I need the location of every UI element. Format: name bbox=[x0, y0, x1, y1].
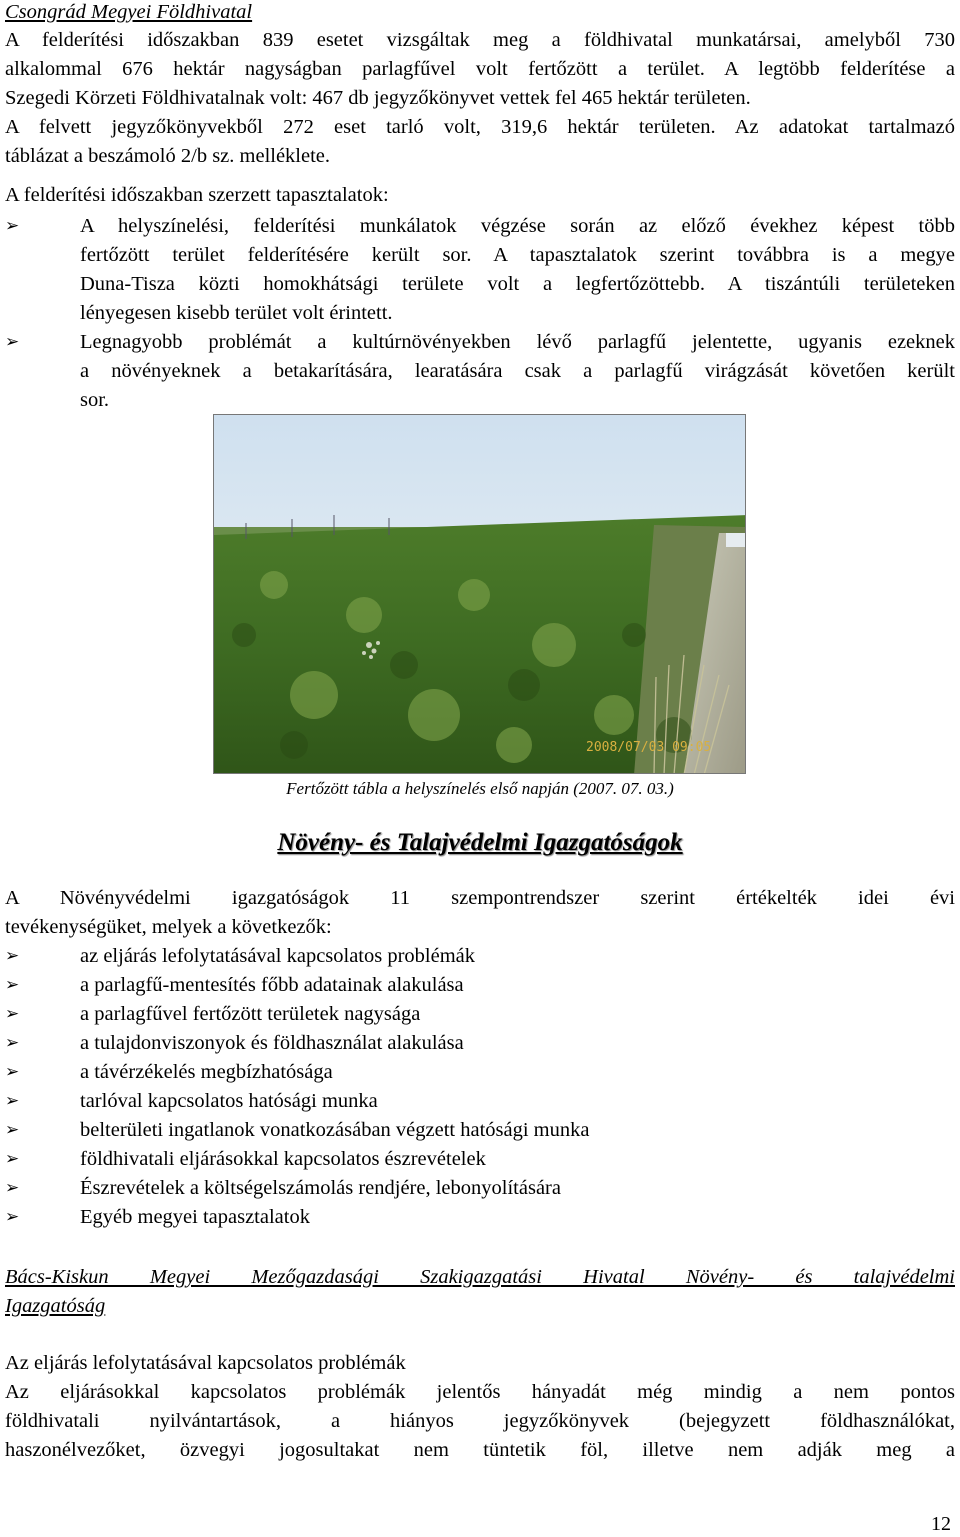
arrow-bullet-icon: ➢ bbox=[5, 1004, 20, 1024]
criteria-item-text: tarlóval kapcsolatos hatósági munka bbox=[80, 1090, 378, 1112]
section3-heading: Bács-Kiskun Megyei Mezőgazdasági Szakigazgatási Hivatal Növény- és talajvédelmi bbox=[5, 1266, 955, 1288]
criteria-list-item bbox=[5, 1060, 955, 1084]
section3-subheading: Az eljárás lefolytatásával kapcsolatos problémák bbox=[5, 1352, 406, 1374]
arrow-bullet-icon: ➢ bbox=[5, 1207, 20, 1227]
arrow-bullet-icon: ➢ bbox=[5, 1120, 20, 1140]
experience-line: A helyszínelési, felderítési munkálatok végzése során az előző évekhez képest több bbox=[80, 215, 955, 237]
criteria-list-item bbox=[5, 1147, 955, 1171]
experience-line: lényegesen kisebb terület volt érintett. bbox=[80, 302, 393, 324]
criteria-list-item bbox=[5, 1002, 955, 1026]
section-heading-csongrad: Csongrád Megyei Földhivatal bbox=[5, 1, 253, 23]
criteria-item-text: Észrevételek a költségelszámolás rendjére, lebonyolítására bbox=[80, 1177, 561, 1199]
section2-intro: A Növényvédelmi igazgatóságok 11 szempontrendszer szerint értékelték idei évi bbox=[5, 887, 955, 909]
criteria-item-text: a parlagfű-mentesítés főbb adatainak alakulása bbox=[80, 974, 464, 996]
criteria-list-item bbox=[5, 944, 955, 968]
intro-line: Szegedi Körzeti Földhivatalnak volt: 467 db jegyzőkönyvet vettek fel 465 hektár területen. bbox=[5, 87, 751, 109]
page-number: 12 bbox=[931, 1513, 951, 1535]
arrow-bullet-icon: ➢ bbox=[5, 1062, 20, 1082]
intro-line: alkalommal 676 hektár nagyságban parlagfűvel volt fertőzött a terület. A legtöbb felderítése a bbox=[5, 58, 955, 80]
photo-timestamp: 2008/07/03 09:05 bbox=[586, 740, 712, 755]
arrow-bullet-icon: ➢ bbox=[5, 975, 20, 995]
photo-caption: Fertőzött tábla a helyszínelés első napján (2007. 07. 03.) bbox=[286, 779, 674, 798]
criteria-list-item bbox=[5, 1205, 955, 1229]
criteria-item-text: belterületi ingatlanok vonatkozásában végzett hatósági munka bbox=[80, 1119, 590, 1141]
section2-intro: tevékenységüket, melyek a következők: bbox=[5, 916, 332, 938]
criteria-list-item bbox=[5, 1031, 955, 1055]
criteria-item-text: Egyéb megyei tapasztalatok bbox=[80, 1206, 310, 1228]
experience-line: fertőzött terület felderítésére került sor. A tapasztalatok szerint továbbra is a megye bbox=[80, 244, 955, 266]
section3-line: Az eljárásokkal kapcsolatos problémák jelentős hányadát még mindig a nem pontos bbox=[5, 1381, 955, 1403]
section-title: Növény- és Talajvédelmi Igazgatóságok bbox=[277, 829, 683, 856]
arrow-bullet-icon: ➢ bbox=[5, 1178, 20, 1198]
arrow-bullet-icon: ➢ bbox=[5, 1033, 20, 1053]
section3-line: földhivatali nyilvántartások, a hiányos jegyzőkönyvek (bejegyzett földhasználókat, bbox=[5, 1410, 955, 1432]
experience-line: Legnagyobb problémát a kultúrnövényekben lévő parlagfű jelentette, ugyanis ezeknek bbox=[80, 331, 955, 353]
arrow-bullet-icon: ➢ bbox=[5, 1149, 20, 1169]
experience-intro: A felderítési időszakban szerzett tapasztalatok: bbox=[5, 184, 389, 206]
experience-line: sor. bbox=[80, 389, 110, 411]
criteria-item-text: a parlagfűvel fertőzött területek nagysága bbox=[80, 1003, 421, 1025]
experience-line: a növényeknek a betakarítására, learatására csak a parlagfű virágzását követően került bbox=[80, 360, 955, 382]
arrow-bullet-icon: ➢ bbox=[5, 1091, 20, 1111]
arrow-bullet-icon: ➢ bbox=[5, 332, 20, 352]
arrow-bullet-icon: ➢ bbox=[5, 216, 20, 236]
arrow-bullet-icon: ➢ bbox=[5, 946, 20, 966]
criteria-item-text: az eljárás lefolytatásával kapcsolatos problémák bbox=[80, 945, 476, 967]
intro-line: A felvett jegyzőkönyvekből 272 eset tarló volt, 319,6 hektár területen. Az adatokat tartalmazó bbox=[5, 116, 955, 138]
section3-heading: Igazgatóság bbox=[5, 1295, 106, 1317]
field-photo bbox=[213, 414, 746, 774]
section3-line: haszonélvezőket, özvegyi jogosultakat nem tüntetik föl, illetve nem adják meg a bbox=[5, 1439, 955, 1461]
criteria-list-item bbox=[5, 1089, 955, 1113]
criteria-item-text: a távérzékelés megbízhatósága bbox=[80, 1061, 333, 1083]
criteria-item-text: földhivatali eljárásokkal kapcsolatos észrevételek bbox=[80, 1148, 486, 1170]
criteria-list-item bbox=[5, 1176, 955, 1200]
criteria-list-item bbox=[5, 1118, 955, 1142]
criteria-list-item bbox=[5, 973, 955, 997]
experience-line: Duna-Tisza közti homokhátsági területe volt a legfertőzöttebb. A tiszántúli területeken bbox=[80, 273, 955, 295]
intro-line: A felderítési időszakban 839 esetet vizsgáltak meg a földhivatal munkatársai, amelyből 730 bbox=[5, 29, 955, 51]
ragweed-field-image bbox=[214, 415, 746, 774]
criteria-item-text: a tulajdonviszonyok és földhasználat alakulása bbox=[80, 1032, 464, 1054]
intro-line: táblázat a beszámoló 2/b sz. melléklete. bbox=[5, 145, 331, 167]
